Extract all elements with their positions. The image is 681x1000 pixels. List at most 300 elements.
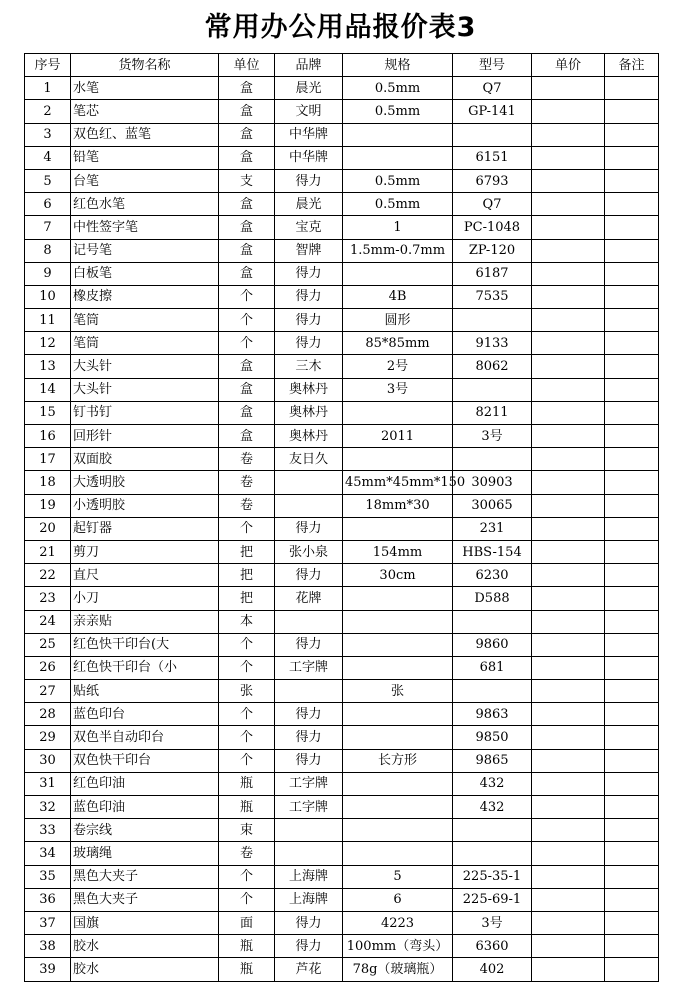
cell-price xyxy=(532,355,605,378)
cell-brand: 得力 xyxy=(275,935,343,958)
cell-brand: 上海牌 xyxy=(275,865,343,888)
cell-remark xyxy=(605,77,659,100)
cell-name: 黑色大夹子 xyxy=(71,865,219,888)
cell-spec: 0.5mm xyxy=(343,193,453,216)
cell-remark xyxy=(605,935,659,958)
cell-name: 记号笔 xyxy=(71,239,219,262)
cell-price xyxy=(532,842,605,865)
cell-price xyxy=(532,77,605,100)
cell-remark xyxy=(605,146,659,169)
cell-unit: 盒 xyxy=(219,123,275,146)
cell-model: 681 xyxy=(453,656,532,679)
cell-price xyxy=(532,819,605,842)
price-table xyxy=(24,53,659,982)
cell-index: 10 xyxy=(25,285,71,308)
cell-remark xyxy=(605,865,659,888)
cell-spec: 1 xyxy=(343,216,453,239)
cell-price xyxy=(532,262,605,285)
cell-price xyxy=(532,285,605,308)
table-row xyxy=(25,564,659,587)
cell-brand: 芦花 xyxy=(275,958,343,981)
cell-unit: 盒 xyxy=(219,401,275,424)
cell-index: 3 xyxy=(25,123,71,146)
cell-unit: 支 xyxy=(219,169,275,192)
cell-spec: 85*85mm xyxy=(343,332,453,355)
table-row xyxy=(25,796,659,819)
cell-price xyxy=(532,123,605,146)
table-row xyxy=(25,262,659,285)
cell-index: 2 xyxy=(25,100,71,123)
cell-spec xyxy=(343,517,453,540)
cell-brand: 工字牌 xyxy=(275,656,343,679)
cell-model: 6230 xyxy=(453,564,532,587)
cell-spec: 0.5mm xyxy=(343,169,453,192)
cell-remark xyxy=(605,309,659,332)
header-cell-remark: 备注 xyxy=(605,54,659,77)
cell-name: 红色印油 xyxy=(71,772,219,795)
cell-index: 30 xyxy=(25,749,71,772)
table-row xyxy=(25,216,659,239)
cell-remark xyxy=(605,401,659,424)
cell-model: PC-1048 xyxy=(453,216,532,239)
cell-name: 小刀 xyxy=(71,587,219,610)
cell-index: 19 xyxy=(25,494,71,517)
cell-model: Q7 xyxy=(453,193,532,216)
cell-model: 402 xyxy=(453,958,532,981)
cell-brand xyxy=(275,471,343,494)
cell-remark xyxy=(605,355,659,378)
cell-name: 大透明胶 xyxy=(71,471,219,494)
cell-remark xyxy=(605,633,659,656)
table-row xyxy=(25,146,659,169)
cell-price xyxy=(532,610,605,633)
cell-price xyxy=(532,749,605,772)
cell-spec: 30cm xyxy=(343,564,453,587)
cell-unit: 本 xyxy=(219,610,275,633)
cell-spec xyxy=(343,819,453,842)
table-row xyxy=(25,425,659,448)
cell-spec: 0.5mm xyxy=(343,77,453,100)
cell-spec xyxy=(343,448,453,471)
cell-brand xyxy=(275,494,343,517)
cell-brand: 得力 xyxy=(275,309,343,332)
cell-index: 33 xyxy=(25,819,71,842)
cell-unit: 盒 xyxy=(219,378,275,401)
cell-brand: 得力 xyxy=(275,749,343,772)
cell-model: 432 xyxy=(453,796,532,819)
cell-index: 32 xyxy=(25,796,71,819)
table-row xyxy=(25,958,659,981)
cell-name: 起钉器 xyxy=(71,517,219,540)
cell-price xyxy=(532,425,605,448)
cell-unit: 个 xyxy=(219,285,275,308)
cell-unit: 盒 xyxy=(219,216,275,239)
cell-index: 18 xyxy=(25,471,71,494)
cell-name: 红色水笔 xyxy=(71,193,219,216)
cell-unit: 个 xyxy=(219,749,275,772)
cell-index: 39 xyxy=(25,958,71,981)
cell-unit: 卷 xyxy=(219,842,275,865)
header-cell-spec: 规格 xyxy=(343,54,453,77)
cell-name: 水笔 xyxy=(71,77,219,100)
cell-remark xyxy=(605,888,659,911)
cell-brand: 张小泉 xyxy=(275,540,343,563)
cell-brand: 奥林丹 xyxy=(275,425,343,448)
cell-unit: 瓶 xyxy=(219,796,275,819)
cell-remark xyxy=(605,772,659,795)
cell-remark xyxy=(605,100,659,123)
cell-unit: 个 xyxy=(219,309,275,332)
cell-index: 37 xyxy=(25,911,71,934)
cell-price xyxy=(532,726,605,749)
cell-name: 红色快干印台(大 xyxy=(71,633,219,656)
cell-brand: 得力 xyxy=(275,564,343,587)
cell-price xyxy=(532,401,605,424)
cell-price xyxy=(532,633,605,656)
cell-model: 30065 xyxy=(453,494,532,517)
cell-name: 笔芯 xyxy=(71,100,219,123)
cell-brand: 花牌 xyxy=(275,587,343,610)
cell-model: 6151 xyxy=(453,146,532,169)
cell-remark xyxy=(605,378,659,401)
cell-brand: 得力 xyxy=(275,703,343,726)
cell-spec: 78g（玻璃瓶） xyxy=(343,958,453,981)
cell-price xyxy=(532,471,605,494)
cell-remark xyxy=(605,726,659,749)
table-row xyxy=(25,378,659,401)
cell-unit: 盒 xyxy=(219,239,275,262)
cell-index: 5 xyxy=(25,169,71,192)
cell-brand: 中华牌 xyxy=(275,146,343,169)
cell-index: 23 xyxy=(25,587,71,610)
cell-spec: 3号 xyxy=(343,378,453,401)
cell-index: 22 xyxy=(25,564,71,587)
cell-unit: 瓶 xyxy=(219,772,275,795)
cell-spec xyxy=(343,262,453,285)
cell-name: 双色半自动印台 xyxy=(71,726,219,749)
cell-spec: 154mm xyxy=(343,540,453,563)
cell-spec: 4223 xyxy=(343,911,453,934)
cell-price xyxy=(532,888,605,911)
cell-price xyxy=(532,540,605,563)
cell-brand: 得力 xyxy=(275,169,343,192)
cell-price xyxy=(532,169,605,192)
cell-spec xyxy=(343,656,453,679)
cell-model: 3号 xyxy=(453,425,532,448)
cell-brand xyxy=(275,680,343,703)
header-cell-model: 型号 xyxy=(453,54,532,77)
cell-unit: 个 xyxy=(219,656,275,679)
cell-spec xyxy=(343,401,453,424)
cell-model: 8062 xyxy=(453,355,532,378)
cell-index: 8 xyxy=(25,239,71,262)
cell-index: 28 xyxy=(25,703,71,726)
cell-name: 橡皮擦 xyxy=(71,285,219,308)
cell-index: 35 xyxy=(25,865,71,888)
cell-remark xyxy=(605,749,659,772)
cell-spec xyxy=(343,842,453,865)
cell-index: 24 xyxy=(25,610,71,633)
table-row xyxy=(25,471,659,494)
cell-remark xyxy=(605,471,659,494)
cell-index: 1 xyxy=(25,77,71,100)
cell-spec xyxy=(343,146,453,169)
cell-spec xyxy=(343,610,453,633)
cell-unit: 个 xyxy=(219,726,275,749)
cell-model: 6360 xyxy=(453,935,532,958)
cell-remark xyxy=(605,494,659,517)
cell-brand xyxy=(275,819,343,842)
cell-brand: 晨光 xyxy=(275,77,343,100)
table-row xyxy=(25,285,659,308)
cell-model xyxy=(453,448,532,471)
cell-spec: 4B xyxy=(343,285,453,308)
cell-remark xyxy=(605,958,659,981)
cell-brand: 工字牌 xyxy=(275,796,343,819)
cell-brand: 奥林丹 xyxy=(275,401,343,424)
cell-name: 亲亲贴 xyxy=(71,610,219,633)
cell-spec: 2号 xyxy=(343,355,453,378)
cell-model: Q7 xyxy=(453,77,532,100)
cell-unit: 个 xyxy=(219,703,275,726)
cell-remark xyxy=(605,332,659,355)
cell-remark xyxy=(605,656,659,679)
cell-price xyxy=(532,100,605,123)
cell-brand xyxy=(275,610,343,633)
cell-index: 26 xyxy=(25,656,71,679)
cell-unit: 个 xyxy=(219,888,275,911)
cell-model: 9860 xyxy=(453,633,532,656)
cell-spec: 圆形 xyxy=(343,309,453,332)
cell-remark xyxy=(605,540,659,563)
cell-spec: 5 xyxy=(343,865,453,888)
table-row xyxy=(25,100,659,123)
cell-brand: 智牌 xyxy=(275,239,343,262)
page-title: 常用办公用品报价表3 xyxy=(204,12,477,43)
cell-model: HBS-154 xyxy=(453,540,532,563)
cell-model: 225-69-1 xyxy=(453,888,532,911)
cell-brand: 文明 xyxy=(275,100,343,123)
table-row xyxy=(25,888,659,911)
cell-brand: 上海牌 xyxy=(275,888,343,911)
cell-price xyxy=(532,216,605,239)
cell-spec: 100mm（弯头） xyxy=(343,935,453,958)
cell-remark xyxy=(605,911,659,934)
cell-index: 6 xyxy=(25,193,71,216)
cell-remark xyxy=(605,819,659,842)
cell-name: 笔筒 xyxy=(71,309,219,332)
cell-index: 14 xyxy=(25,378,71,401)
cell-unit: 面 xyxy=(219,911,275,934)
cell-model: GP-141 xyxy=(453,100,532,123)
cell-index: 13 xyxy=(25,355,71,378)
cell-remark xyxy=(605,842,659,865)
cell-spec: 2011 xyxy=(343,425,453,448)
cell-remark xyxy=(605,216,659,239)
cell-model: 432 xyxy=(453,772,532,795)
cell-brand: 得力 xyxy=(275,285,343,308)
cell-index: 4 xyxy=(25,146,71,169)
cell-price xyxy=(532,239,605,262)
cell-remark xyxy=(605,517,659,540)
cell-spec xyxy=(343,726,453,749)
cell-model xyxy=(453,610,532,633)
cell-spec: 0.5mm xyxy=(343,100,453,123)
cell-model xyxy=(453,123,532,146)
cell-model xyxy=(453,378,532,401)
cell-name: 蓝色印油 xyxy=(71,796,219,819)
cell-unit: 盒 xyxy=(219,355,275,378)
cell-unit: 张 xyxy=(219,680,275,703)
table-row xyxy=(25,193,659,216)
cell-unit: 盒 xyxy=(219,262,275,285)
table-row xyxy=(25,911,659,934)
cell-model: 9865 xyxy=(453,749,532,772)
cell-model: 6793 xyxy=(453,169,532,192)
cell-brand xyxy=(275,842,343,865)
table-row xyxy=(25,77,659,100)
cell-model xyxy=(453,819,532,842)
cell-price xyxy=(532,587,605,610)
cell-name: 笔筒 xyxy=(71,332,219,355)
header-cell-name: 货物名称 xyxy=(71,54,219,77)
cell-model: ZP-120 xyxy=(453,239,532,262)
cell-model: 9133 xyxy=(453,332,532,355)
cell-unit: 盒 xyxy=(219,425,275,448)
cell-unit: 瓶 xyxy=(219,958,275,981)
cell-unit: 盒 xyxy=(219,100,275,123)
table-row xyxy=(25,680,659,703)
cell-name: 台笔 xyxy=(71,169,219,192)
cell-name: 铅笔 xyxy=(71,146,219,169)
cell-price xyxy=(532,193,605,216)
cell-brand: 晨光 xyxy=(275,193,343,216)
cell-name: 卷宗线 xyxy=(71,819,219,842)
cell-name: 回形针 xyxy=(71,425,219,448)
cell-remark xyxy=(605,587,659,610)
cell-model xyxy=(453,680,532,703)
cell-unit: 盒 xyxy=(219,77,275,100)
table-row xyxy=(25,656,659,679)
cell-name: 贴纸 xyxy=(71,680,219,703)
cell-brand: 宝克 xyxy=(275,216,343,239)
cell-spec xyxy=(343,796,453,819)
cell-price xyxy=(532,796,605,819)
header-cell-unit: 单位 xyxy=(219,54,275,77)
table-row xyxy=(25,610,659,633)
cell-unit: 个 xyxy=(219,633,275,656)
cell-model: 30903 xyxy=(453,471,532,494)
cell-price xyxy=(532,865,605,888)
cell-name: 玻璃绳 xyxy=(71,842,219,865)
cell-index: 11 xyxy=(25,309,71,332)
cell-name: 大头针 xyxy=(71,378,219,401)
cell-remark xyxy=(605,448,659,471)
cell-price xyxy=(532,309,605,332)
cell-remark xyxy=(605,239,659,262)
cell-unit: 盒 xyxy=(219,193,275,216)
cell-unit: 把 xyxy=(219,564,275,587)
cell-model: 7535 xyxy=(453,285,532,308)
cell-index: 21 xyxy=(25,540,71,563)
table-row xyxy=(25,517,659,540)
cell-name: 大头针 xyxy=(71,355,219,378)
table-row xyxy=(25,703,659,726)
cell-remark xyxy=(605,680,659,703)
cell-index: 20 xyxy=(25,517,71,540)
cell-name: 中性签字笔 xyxy=(71,216,219,239)
cell-unit: 盒 xyxy=(219,146,275,169)
cell-remark xyxy=(605,169,659,192)
cell-index: 17 xyxy=(25,448,71,471)
table-row xyxy=(25,726,659,749)
cell-model xyxy=(453,309,532,332)
cell-price xyxy=(532,378,605,401)
cell-name: 胶水 xyxy=(71,935,219,958)
cell-index: 27 xyxy=(25,680,71,703)
cell-remark xyxy=(605,703,659,726)
cell-name: 蓝色印台 xyxy=(71,703,219,726)
table-row xyxy=(25,633,659,656)
cell-price xyxy=(532,703,605,726)
cell-remark xyxy=(605,796,659,819)
cell-brand: 友日久 xyxy=(275,448,343,471)
cell-spec: 6 xyxy=(343,888,453,911)
cell-price xyxy=(532,772,605,795)
cell-name: 双色快干印台 xyxy=(71,749,219,772)
cell-index: 29 xyxy=(25,726,71,749)
table-row xyxy=(25,587,659,610)
cell-name: 钉书钉 xyxy=(71,401,219,424)
cell-brand: 得力 xyxy=(275,726,343,749)
cell-unit: 个 xyxy=(219,865,275,888)
cell-name: 黑色大夹子 xyxy=(71,888,219,911)
cell-spec: 张 xyxy=(343,680,453,703)
cell-index: 38 xyxy=(25,935,71,958)
table-row xyxy=(25,842,659,865)
cell-unit: 瓶 xyxy=(219,935,275,958)
cell-index: 25 xyxy=(25,633,71,656)
cell-price xyxy=(532,146,605,169)
cell-brand: 奥林丹 xyxy=(275,378,343,401)
table-row xyxy=(25,123,659,146)
cell-brand: 得力 xyxy=(275,517,343,540)
header-cell-price: 单价 xyxy=(532,54,605,77)
cell-spec xyxy=(343,703,453,726)
cell-model: 8211 xyxy=(453,401,532,424)
cell-brand: 得力 xyxy=(275,633,343,656)
cell-spec: 45mm*45mm*150 xyxy=(343,471,453,494)
cell-remark xyxy=(605,193,659,216)
cell-remark xyxy=(605,123,659,146)
cell-unit: 把 xyxy=(219,540,275,563)
cell-name: 双色红、蓝笔 xyxy=(71,123,219,146)
table-row xyxy=(25,332,659,355)
cell-price xyxy=(532,958,605,981)
table-row xyxy=(25,309,659,332)
cell-price xyxy=(532,448,605,471)
header-cell-index: 序号 xyxy=(25,54,71,77)
header-row xyxy=(25,54,659,77)
cell-remark xyxy=(605,425,659,448)
cell-brand: 得力 xyxy=(275,262,343,285)
cell-name: 胶水 xyxy=(71,958,219,981)
table-row xyxy=(25,494,659,517)
cell-model: 3号 xyxy=(453,911,532,934)
cell-price xyxy=(532,911,605,934)
cell-brand: 工字牌 xyxy=(275,772,343,795)
cell-model: 225-35-1 xyxy=(453,865,532,888)
